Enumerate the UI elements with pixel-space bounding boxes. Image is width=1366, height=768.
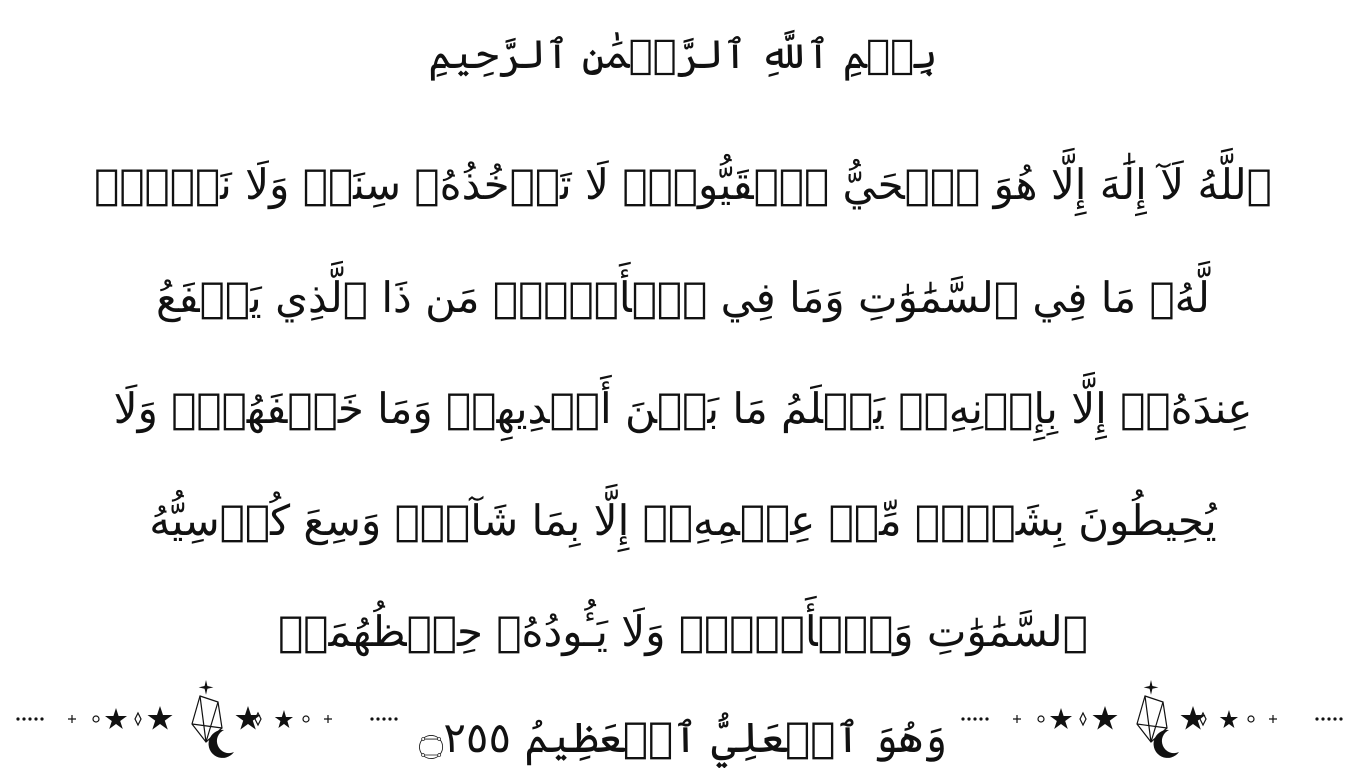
moon-star-crystal-ornament-icon	[10, 676, 410, 760]
verse-line-3: عِندَهُۥٓ إِلَّا بِإِذۡنِهِۦۚ يَعۡلَمُ مَا بَيۡنَ أَيۡدِيهِمۡ وَمَا خَلۡفَهُمۡۖ وَلَا	[113, 384, 1253, 433]
verse-line-5: ٱلسَّمَٰوَٰتِ وَٱلۡأَرۡضَۖ وَلَا يَـُٔودُهُۥ حِفۡظُهُمَاۚ	[278, 607, 1088, 656]
verse-line-6: وَهُوَ ٱلۡعَلِيُّ ٱلۡعَظِيمُ ۝٢٥٥	[418, 713, 948, 762]
verse-line-4: يُحِيطُونَ بِشَيۡءٖ مِّنۡ عِلۡمِهِۦٓ إِلَّا بِمَا شَآءَۚ وَسِعَ كُرۡسِيُّهُ	[149, 496, 1217, 545]
verse-line-1: ٱللَّهُ لَآ إِلَٰهَ إِلَّا هُوَ ٱلۡحَيُّ ٱلۡقَيُّومُۚ لَا تَأۡخُذُهُۥ سِنَةٞ وَلَا نَوۡمٞۚ	[94, 160, 1272, 209]
moon-star-crystal-ornament-icon	[955, 676, 1355, 760]
basmala-heading: بِسۡمِ ٱللَّهِ ٱلرَّحۡمَٰنِ ٱلرَّحِيمِ	[428, 32, 938, 78]
verse-line-2: لَّهُۥ مَا فِي ٱلسَّمَٰوَٰتِ وَمَا فِي ٱلۡأَرۡضِۗ مَن ذَا ٱلَّذِي يَشۡفَعُ	[156, 273, 1210, 322]
